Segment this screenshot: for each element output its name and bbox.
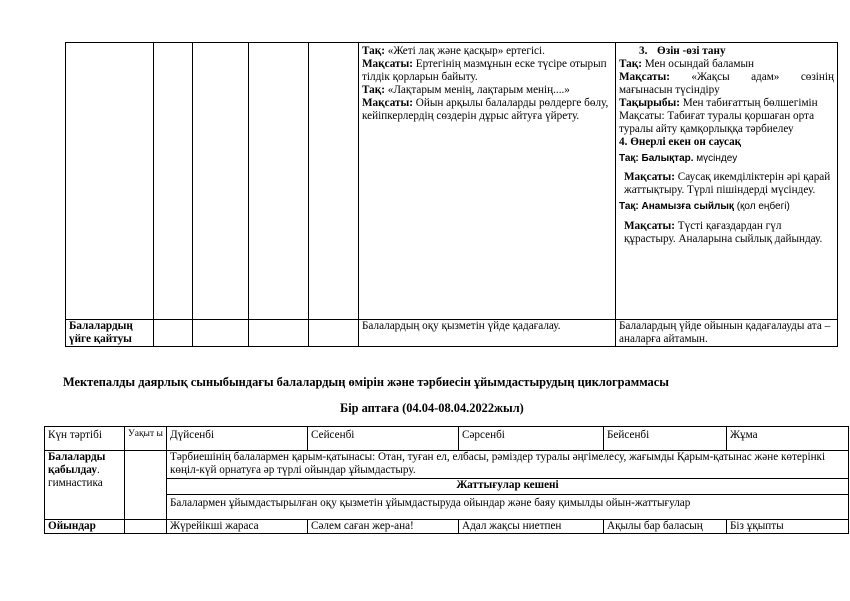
table-cell (66, 43, 154, 320)
text: Ертегінің мазмұнын еске түсіре отырып тілдік қорларын байыту. (362, 58, 607, 83)
table-row (66, 320, 838, 347)
table-cell (125, 520, 167, 534)
activities-cell-thursday (616, 43, 838, 320)
text: «Лақтарым менің, лақтарым менің....» (384, 84, 570, 96)
table-row (45, 520, 849, 534)
column-header: Жұма (727, 427, 849, 451)
table-cell: Балалардың үйде ойынын қадағалауды ата –аналарға айтамын. (616, 320, 838, 347)
table-cell (193, 43, 249, 320)
row-label (45, 451, 125, 520)
row-label: Балалардың үйге қайтуы (66, 320, 154, 347)
label: Тақ: Балықтар. (619, 153, 694, 164)
row-label-bold: Балаларды қабылдау (48, 451, 106, 476)
row-label-rest: . гимнастика (48, 464, 103, 489)
text: мүсіндеу (693, 153, 738, 164)
label: Мақсаты: (362, 58, 413, 70)
table-row (66, 43, 838, 320)
label: Тақ: Анамызға сыйлық (619, 201, 734, 212)
column-header: Сейсенбі (308, 427, 459, 451)
column-header: Сәрсенбі (459, 427, 604, 451)
reception-text: Тәрбиешінің балалармен қарым-қатынасы: Отан, туған ел, елбасы, рәміздер туралы әңгімелесу, жағымды Қарым-қатынас және көтерінкі көңіл-күй орнатуға әр түрлі ойындар ұйымдастыру. (167, 451, 849, 479)
table-cell (309, 320, 359, 347)
column-header: Дүйсенбі (167, 427, 308, 451)
table-header-row (45, 427, 849, 451)
table-cell (249, 43, 309, 320)
label: Тақ: (619, 58, 642, 70)
text: «Жақсы адам» сөзінің мағынасын түсіндіру (619, 71, 834, 96)
text: Түсті қағаздардан гүл құрастыру. Аналарына сыйлық дайындау. (624, 220, 823, 245)
table-cell (125, 451, 167, 520)
game-cell: Біз ұқыпты (727, 520, 849, 534)
activities-cell-wednesday (359, 43, 616, 320)
text: Мен осындай баламын (641, 58, 754, 70)
row-label: Ойындар (45, 520, 125, 534)
table-cell (193, 320, 249, 347)
label: Тақырыбы: (619, 97, 680, 109)
text: Мен табиғаттың бөлшегімін (679, 97, 818, 109)
label: Мақсаты: (619, 71, 670, 83)
column-header: Күн тәртібі (45, 427, 125, 451)
game-cell: Ақылы бар баласың (604, 520, 727, 534)
table-cell (249, 320, 309, 347)
text: Мақсаты: Табиғат туралы қоршаған орта туралы айту қамқорлыққа тәрбиелеу (619, 110, 815, 135)
weekly-schedule-table (44, 426, 849, 534)
label: Мақсаты: (624, 171, 675, 183)
game-cell: Адал жақсы ниетпен (459, 520, 604, 534)
exercise-title: Жаттығулар кешені (167, 479, 849, 495)
table-cell: Балалардың оқу қызметін үйде қадағалау. (359, 320, 616, 347)
table-cell (309, 43, 359, 320)
section-title: 4. Өнерлі екен он саусақ (619, 136, 742, 148)
section-title: Өзін -өзі тану (657, 45, 726, 57)
text: Ойын арқылы балаларды рөлдерге бөлу, кейіпкерлердің сөздерін дұрыс айтуға үйрету. (362, 97, 609, 122)
label: Тақ: (362, 45, 385, 57)
table-cell (154, 43, 193, 320)
table-cell (154, 320, 193, 347)
label: Мақсаты: (624, 220, 675, 232)
column-header: Бейсенбі (604, 427, 727, 451)
table-row (45, 451, 849, 479)
top-schedule-table (65, 42, 838, 347)
text: (қол еңбегі) (733, 201, 790, 212)
label: Тақ: (362, 84, 385, 96)
exercise-text: Балалармен ұйымдастырылған оқу қызметін ұйымдастыруда ойындар және баяу қимылды ойын-жаттығулар (167, 495, 849, 520)
week-subtitle: Бір аптаға (04.04-08.04.2022жыл) (340, 401, 524, 415)
text: Саусақ икемділіктерін әрі қарай жаттықтыру. Түрлі пішіндерді мүсіндеу. (624, 171, 831, 196)
page-title: Мектепалды даярлық сыныбындағы балалардың өмірін және тәрбиесін ұйымдастырудың циклограммасы (63, 375, 669, 389)
label: Мақсаты: (362, 97, 413, 109)
text: «Жеті лақ және қасқыр» ертегісі. (384, 45, 545, 57)
section-number: 3. (639, 45, 648, 57)
game-cell: Жүрейікші жараса (167, 520, 308, 534)
game-cell: Сәлем саған жер-ана! (308, 520, 459, 534)
column-header: Уақыт ы (125, 427, 167, 451)
